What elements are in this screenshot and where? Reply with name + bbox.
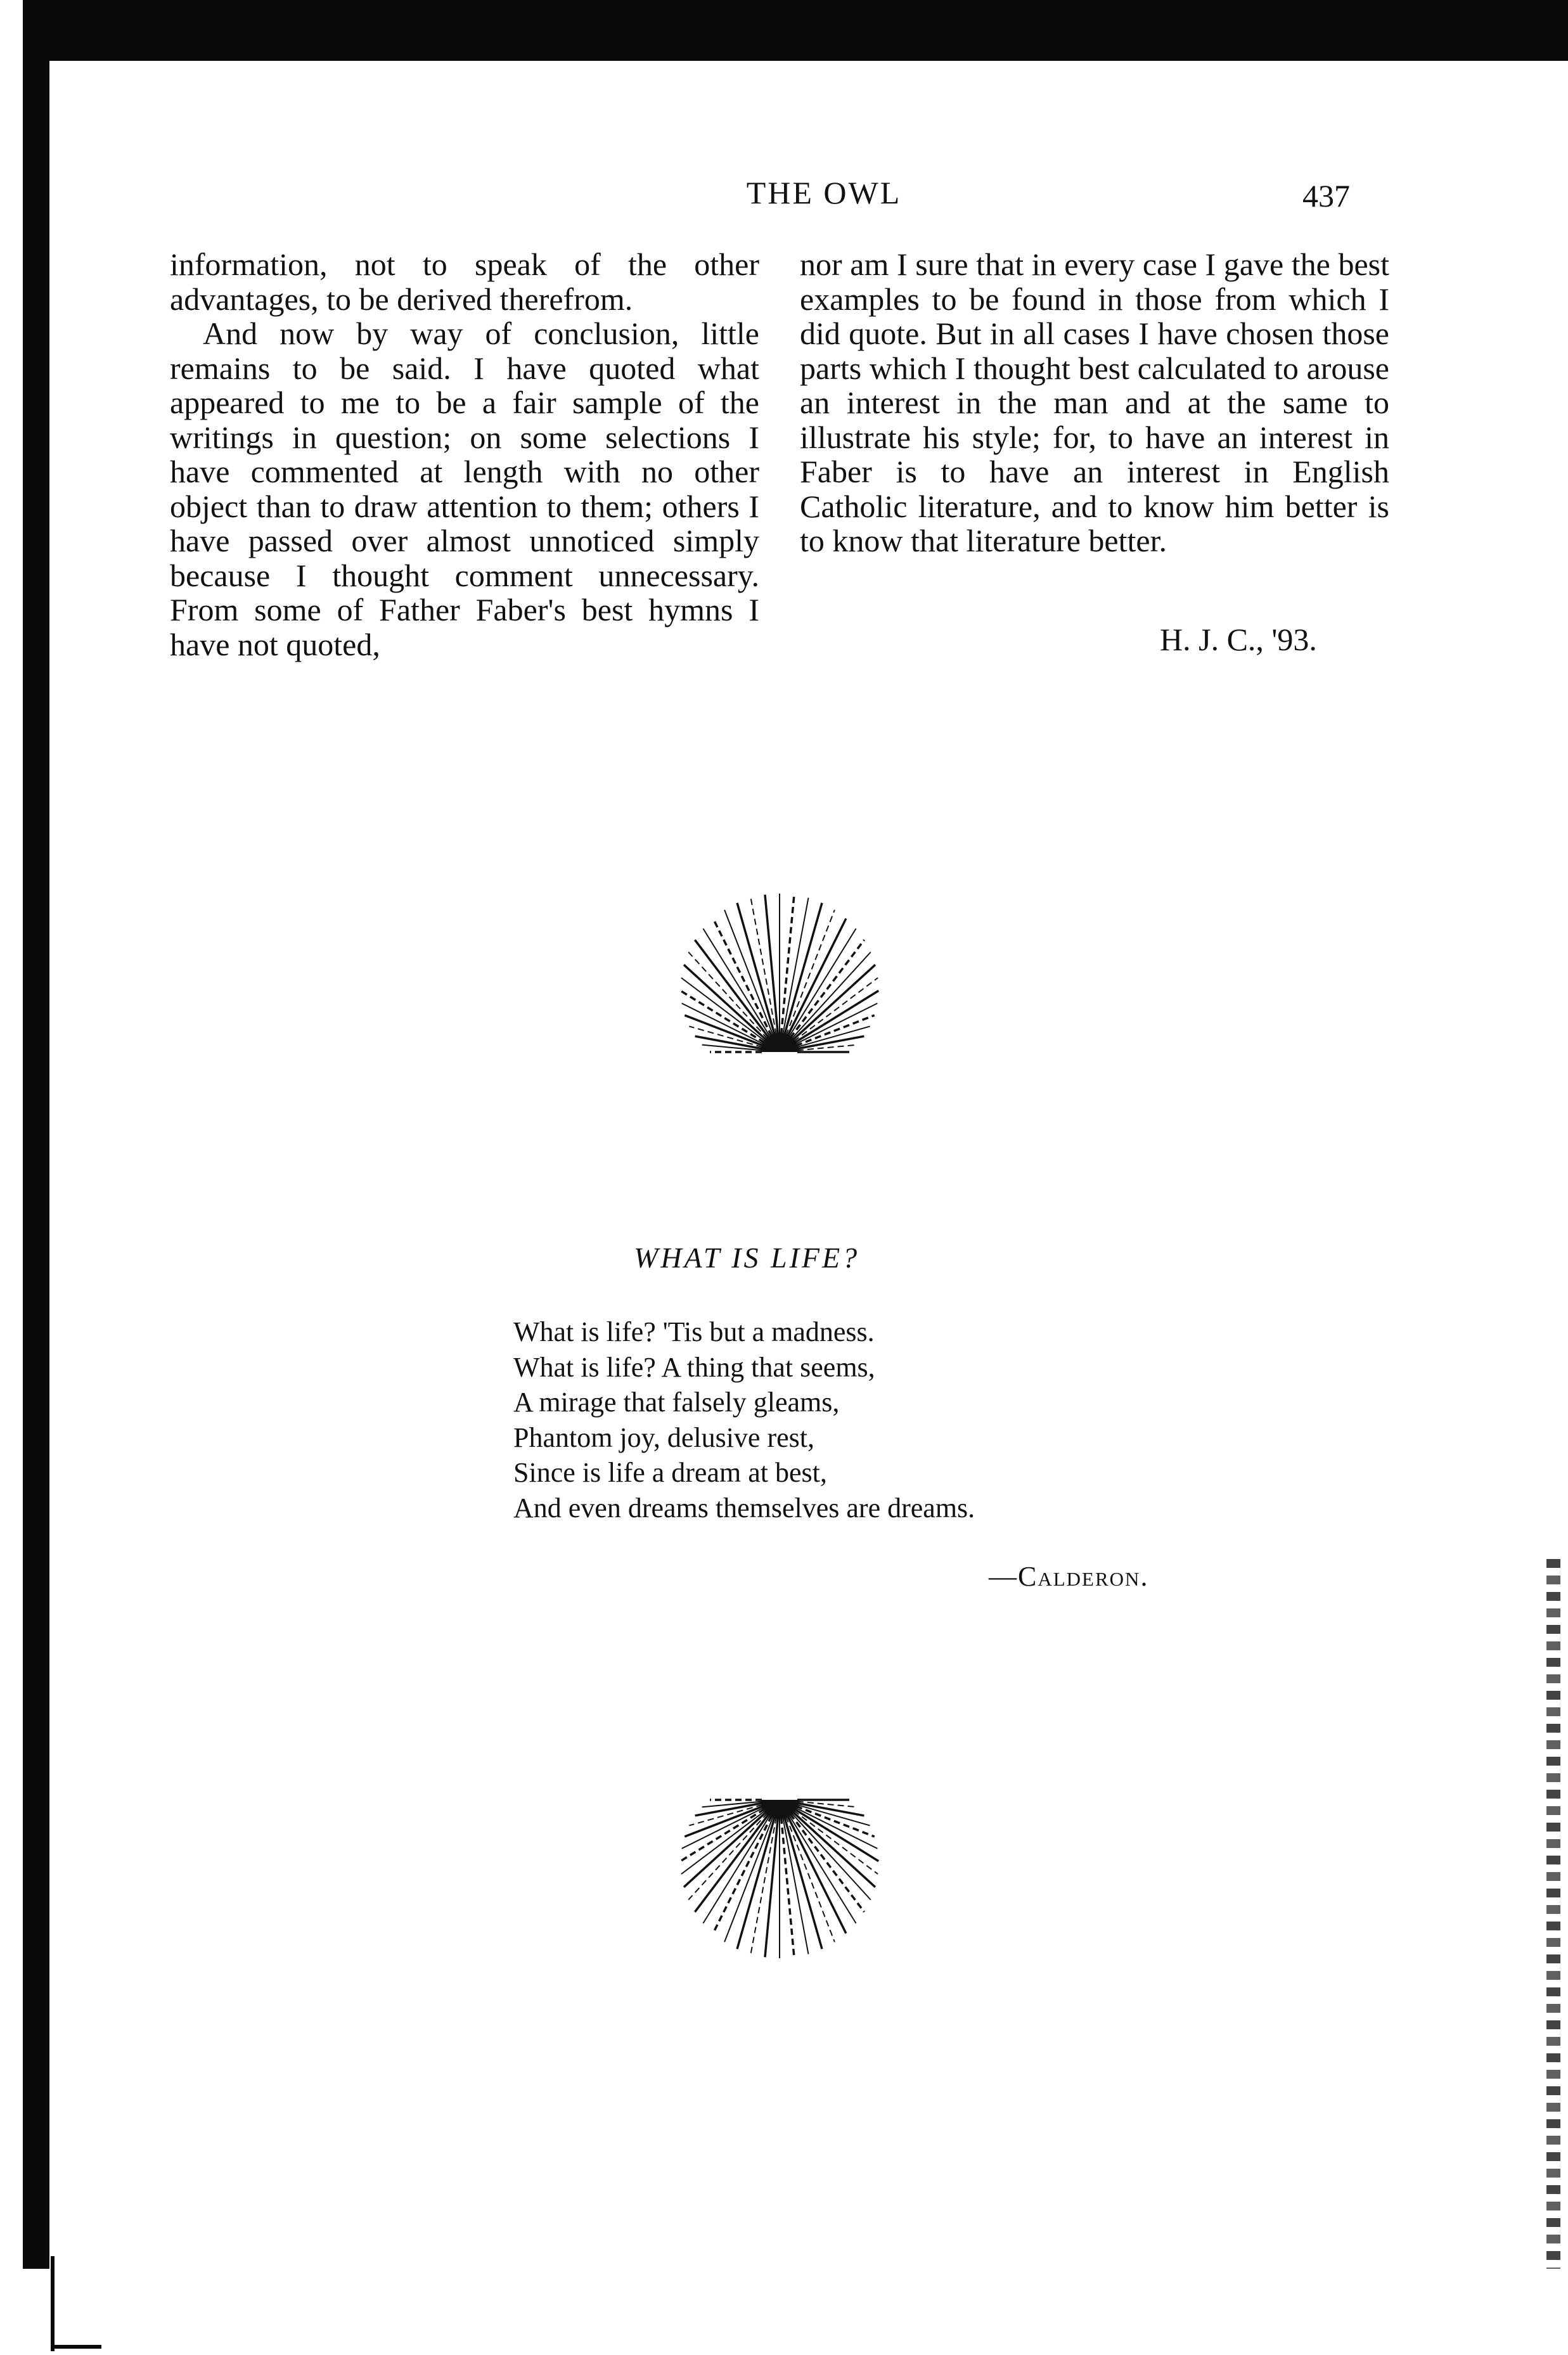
ornament-ray: [781, 895, 794, 1034]
left-column: [170, 247, 759, 662]
poem-line: Phantom joy, delusive rest,: [513, 1421, 814, 1453]
poem-body: [513, 1314, 975, 1525]
scan-left-border: [23, 0, 49, 2269]
ornament-ray: [781, 1818, 794, 1957]
scan-top-border: [25, 0, 1568, 61]
sunburst-ornament-bottom-icon: [608, 1787, 951, 1977]
poem-line: Since is life a dream at best,: [513, 1457, 827, 1488]
poem-line: What is life? 'Tis but a madness.: [513, 1316, 875, 1347]
scan-corner-mark: [51, 2256, 55, 2351]
page-number: 437: [1302, 178, 1350, 214]
poem-line: What is life? A thing that seems,: [513, 1351, 875, 1383]
poem-title: WHAT IS LIFE?: [634, 1242, 860, 1274]
sunburst-ornament-top-icon: [608, 875, 951, 1065]
scan-right-edge: [1546, 1559, 1560, 2269]
right-column: [800, 247, 1389, 558]
scan-corner-mark-base: [51, 2345, 101, 2349]
poem-attribution: —Calderon.: [989, 1561, 1149, 1592]
poem-line: A mirage that falsely gleams,: [513, 1387, 840, 1418]
ornament-ray: [684, 965, 766, 1040]
ornament-ray: [765, 1818, 778, 1957]
paragraph-right: nor am I sure that in every case I gave the best examples to be found in those from which I did quote. But in all cases I have chosen those parts which I thought best calculated to arouse an interest in the man and at the same to illustrate his style; for, to have an interest in Faber is to have an interest in English Catholic literature, and to know him better is to know that literature better.: [800, 247, 1389, 558]
running-head: THE OWL: [746, 175, 902, 210]
paragraph-conclusion: And now by way of conclusion, little remains to be said. I have quoted what appeared to me to be a fair sample of the writings in question; on some selections I have commented at length with no other object than to draw attention to them; others I have passed over almost unnoticed simply because I thought comment unnecessary. From some of Father Faber's best hymns I have not quoted,: [170, 316, 759, 662]
paragraph-continuation: information, not to speak of the other advantages, to be derived therefrom.: [170, 247, 759, 317]
ornament-ray: [684, 1812, 766, 1887]
poem-line: And even dreams themselves are dreams.: [513, 1492, 975, 1524]
author-signature: H. J. C., '93.: [1160, 622, 1317, 657]
ornament-ray: [765, 895, 778, 1034]
